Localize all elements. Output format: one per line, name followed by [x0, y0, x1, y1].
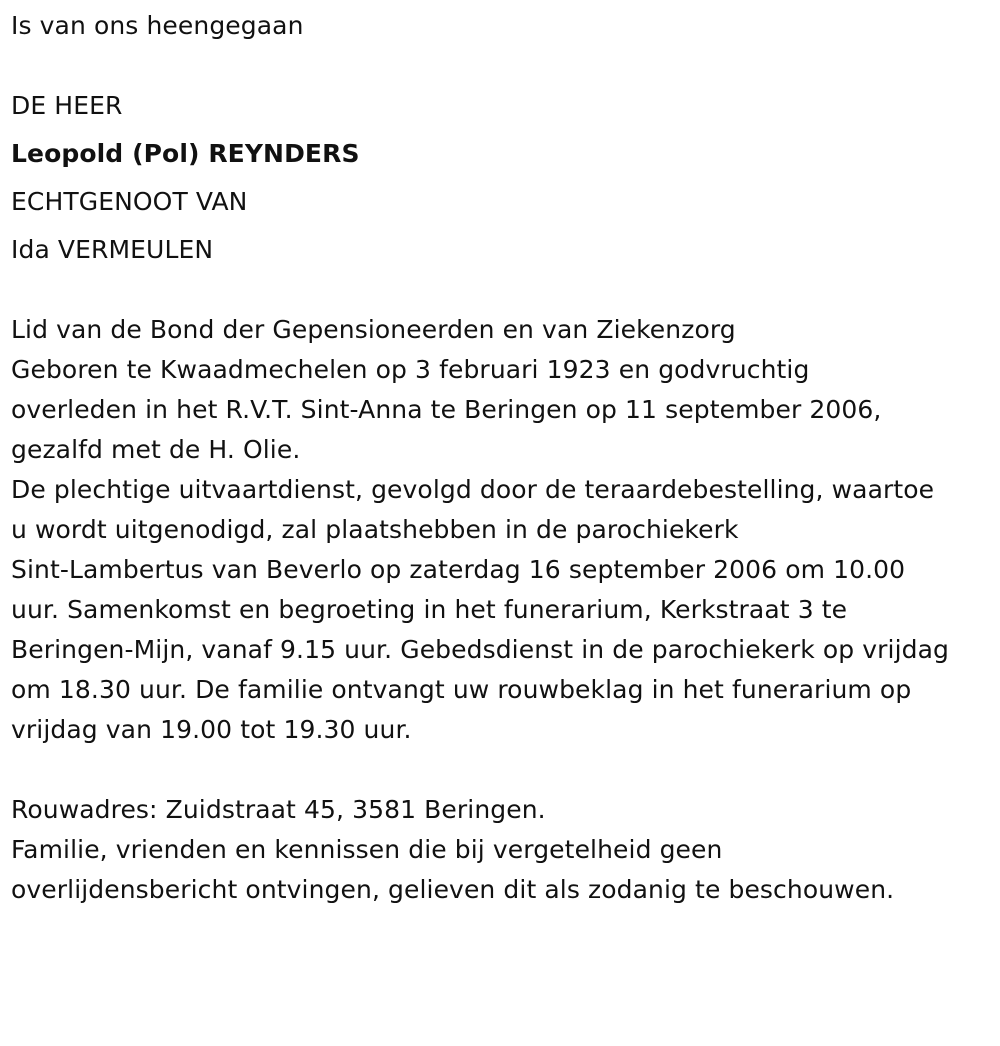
spouse-label: ECHTGENOOT VAN — [11, 187, 248, 216]
deceased-name: Leopold (Pol) REYNDERS — [11, 139, 360, 168]
death-notice — [11, 6, 996, 910]
funeral-line: Sint-Lambertus van Beverlo op zaterdag 16 september 2006 om 10.00 — [11, 555, 906, 584]
birth-death-line: gezalfd met de H. Olie. — [11, 435, 301, 464]
funeral-line: uur. Samenkomst en begroeting in het funerarium, Kerkstraat 3 te — [11, 595, 848, 624]
mourning-address: Rouwadres: Zuidstraat 45, 3581 Beringen. — [11, 795, 546, 824]
birth-death-line: Geboren te Kwaadmechelen op 3 februari 1923 en godvruchtig — [11, 355, 810, 384]
membership-text: Lid van de Bond der Gepensioneerden en van Ziekenzorg — [11, 315, 736, 344]
funeral-line: Beringen-Mijn, vanaf 9.15 uur. Gebedsdienst in de parochiekerk op vrijdag — [11, 635, 949, 664]
closing-paragraph — [11, 830, 996, 910]
funeral-line: De plechtige uitvaartdienst, gevolgd door de teraardebestelling, waartoe — [11, 475, 935, 504]
funeral-line: u wordt uitgenodigd, zal plaatshebben in de parochiekerk — [11, 515, 739, 544]
funeral-line: om 18.30 uur. De familie ontvangt uw rouwbeklag in het funerarium op — [11, 675, 912, 704]
closing-line: overlijdensbericht ontvingen, gelieven dit als zodanig te beschouwen. — [11, 875, 895, 904]
closing-line: Familie, vrienden en kennissen die bij vergetelheid geen — [11, 835, 723, 864]
intro-text: Is van ons heengegaan — [11, 11, 304, 40]
title-text: DE HEER — [11, 91, 123, 120]
funeral-paragraph — [11, 470, 996, 750]
spouse-name: Ida VERMEULEN — [11, 235, 214, 264]
birth-death-line: overleden in het R.V.T. Sint-Anna te Beringen op 11 september 2006, — [11, 395, 882, 424]
birth-death-paragraph — [11, 350, 996, 470]
funeral-line: vrijdag van 19.00 tot 19.30 uur. — [11, 715, 412, 744]
